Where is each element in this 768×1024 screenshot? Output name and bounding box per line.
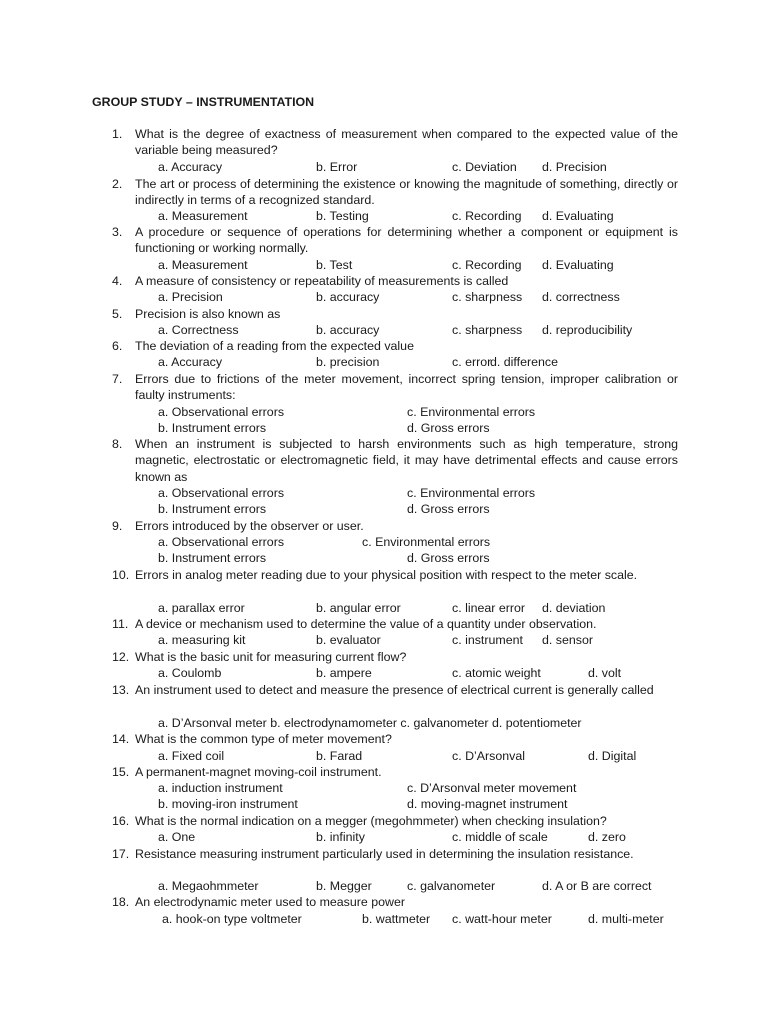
option-d: d. reproducibility [542,323,633,337]
question-text: What is the degree of exactness of measurement when compared to the expected value of the variable being measured? [135,127,678,158]
question-text: Resistance measuring instrument particularly used in determining the insulation resistance. [135,847,634,861]
option-b: b. moving-iron instrument [158,797,298,811]
option-b: b. Error [316,160,358,174]
question-number: 15. [112,765,130,779]
option-b: b. Test [316,258,353,272]
question-11 [112,616,678,647]
question-number: 13. [112,683,130,697]
question-text: What is the basic unit for measuring current flow? [135,650,407,664]
option-b: b. infinity [316,830,365,844]
question-number: 16. [112,814,130,828]
option-d: d. A or B are correct [542,879,652,893]
option-a: a. Coulomb [158,666,222,680]
option-c: c. Environmental errors [362,535,491,549]
question-text: Precision is also known as [135,307,281,321]
option-c: c. D’Arsonval [452,749,525,763]
question-number: 12. [112,650,130,664]
option-d: d. moving-magnet instrument [407,797,568,811]
option-a: a. hook-on type voltmeter [162,912,302,926]
option-b: b. ampere [316,666,372,680]
question-number: 5. [112,307,123,321]
option-c: c. instrument [452,633,523,647]
option-c: c. Environmental errors [407,405,536,419]
option-c: c. Recording [452,258,522,272]
option-c: c. atomic weight [452,666,541,680]
question-number: 8. [112,437,123,451]
question-14 [112,731,678,763]
option-d: d. Precision [542,160,607,174]
option-d: d. Gross errors [407,502,490,516]
option-b: b. wattmeter [362,912,431,926]
option-a: a. Accuracy [158,355,223,369]
question-text: An electrodynamic meter used to measure power [135,895,405,909]
question-text: A device or mechanism used to determine the value of a quantity under observation. [135,617,597,631]
option-c: c. watt-hour meter [452,912,552,926]
question-4 [112,273,678,304]
question-number: 3. [112,225,123,239]
option-c: c. Recording [452,209,522,223]
option-c: c. galvanometer [407,879,496,893]
option-a: a. Fixed coil [158,749,225,763]
option-c: c. error [452,355,492,369]
option-a: a. Accuracy [158,160,223,174]
question-text: An instrument used to detect and measure the presence of electrical current is generally called [135,683,654,697]
option-b: b. Instrument errors [158,421,267,435]
option-a: a. Measurement [158,209,248,223]
question-2 [112,176,678,223]
question-13 [112,682,678,730]
option-c: c. Environmental errors [407,486,536,500]
option-b: b. Megger [316,879,372,893]
question-text: A permanent-magnet moving-coil instrument. [135,765,382,779]
option-a: a. Megaohmmeter [158,879,259,893]
option-a: a. Correctness [158,323,239,337]
question-number: 7. [112,372,123,386]
question-15 [112,764,678,811]
question-number: 17. [112,847,130,861]
option-d: d. correctness [542,290,620,304]
option-d: d. Gross errors [407,421,490,435]
question-text: A measure of consistency or repeatability of measurements is called [135,274,509,288]
question-7 [112,371,678,435]
option-c: c. sharpness [452,323,523,337]
question-3 [112,224,678,272]
option-d: d. Evaluating [542,209,614,223]
option-b: b. Farad [316,749,363,763]
question-text: A procedure or sequence of operations for determining whether a component or equipment is functioning or working normally. [135,225,678,256]
question-text: What is the normal indication on a megger (megohmmeter) when checking insulation? [135,814,607,828]
question-text: What is the common type of meter movement? [135,732,392,746]
option-a: a. Observational errors [158,535,285,549]
option-a: a. measuring kit [158,633,246,647]
option-a: a. One [158,830,196,844]
option-a: a. Measurement [158,258,248,272]
option-c: c. middle of scale [452,830,548,844]
question-5 [112,306,678,337]
question-12 [112,649,678,680]
option-a: a. Observational errors [158,405,285,419]
option-d: d. volt [588,666,622,680]
question-8 [112,436,678,516]
option-d: d. zero [588,830,626,844]
option-b: b. Instrument errors [158,551,267,565]
option-d: d. Evaluating [542,258,614,272]
option-b: b. evaluator [316,633,381,647]
question-number: 11. [112,617,129,631]
question-number: 18. [112,895,130,909]
option-row: a. D’Arsonval meter b. electrodynamometer c. galvanometer d. potentiometer [158,716,582,730]
option-a: a. Observational errors [158,486,285,500]
question-18 [112,894,678,926]
option-d: d. difference [490,355,558,369]
question-number: 6. [112,339,123,353]
document-title: GROUP STUDY – INSTRUMENTATION [92,95,315,109]
question-text: When an instrument is subjected to harsh environments such as high temperature, strong magnetic, electrostatic or electromagnetic field, it may have detrimental effects and cause errors known as [135,437,678,484]
option-d: d. Digital [588,749,637,763]
question-1 [112,126,678,174]
question-17 [112,846,678,893]
option-b: b. accuracy [316,323,380,337]
option-a: a. Precision [158,290,223,304]
question-text: The art or process of determining the existence or knowing the magnitude of something, directly or indirectly in terms of a recognized standard. [135,177,678,208]
option-b: b. angular error [316,601,401,615]
option-c: c. Deviation [452,160,517,174]
option-a: a. parallax error [158,601,245,615]
option-b: b. precision [316,355,380,369]
question-text: Errors in analog meter reading due to your physical position with respect to the meter scale. [135,568,638,582]
question-number: 9. [112,519,123,533]
question-number: 1. [112,127,123,141]
question-text: The deviation of a reading from the expected value [135,339,414,353]
question-text: Errors due to frictions of the meter movement, incorrect spring tension, improper calibration or faulty instruments: [135,372,678,403]
option-d: d. sensor [542,633,593,647]
question-6 [112,338,678,369]
question-16 [112,813,678,844]
question-number: 4. [112,274,123,288]
question-10 [112,567,678,615]
option-b: b. Testing [316,209,369,223]
question-number: 10. [112,568,130,582]
option-c: c. D’Arsonval meter movement [407,781,577,795]
option-a: a. induction instrument [158,781,283,795]
option-c: c. sharpness [452,290,523,304]
question-number: 2. [112,177,123,191]
option-d: d. multi-meter [588,912,664,926]
question-number: 14. [112,732,130,746]
option-d: d. Gross errors [407,551,490,565]
question-text: Errors introduced by the observer or user. [135,519,364,533]
option-b: b. Instrument errors [158,502,267,516]
option-c: c. linear error [452,601,525,615]
option-b: b. accuracy [316,290,380,304]
question-9 [112,518,678,565]
option-d: d. deviation [542,601,606,615]
